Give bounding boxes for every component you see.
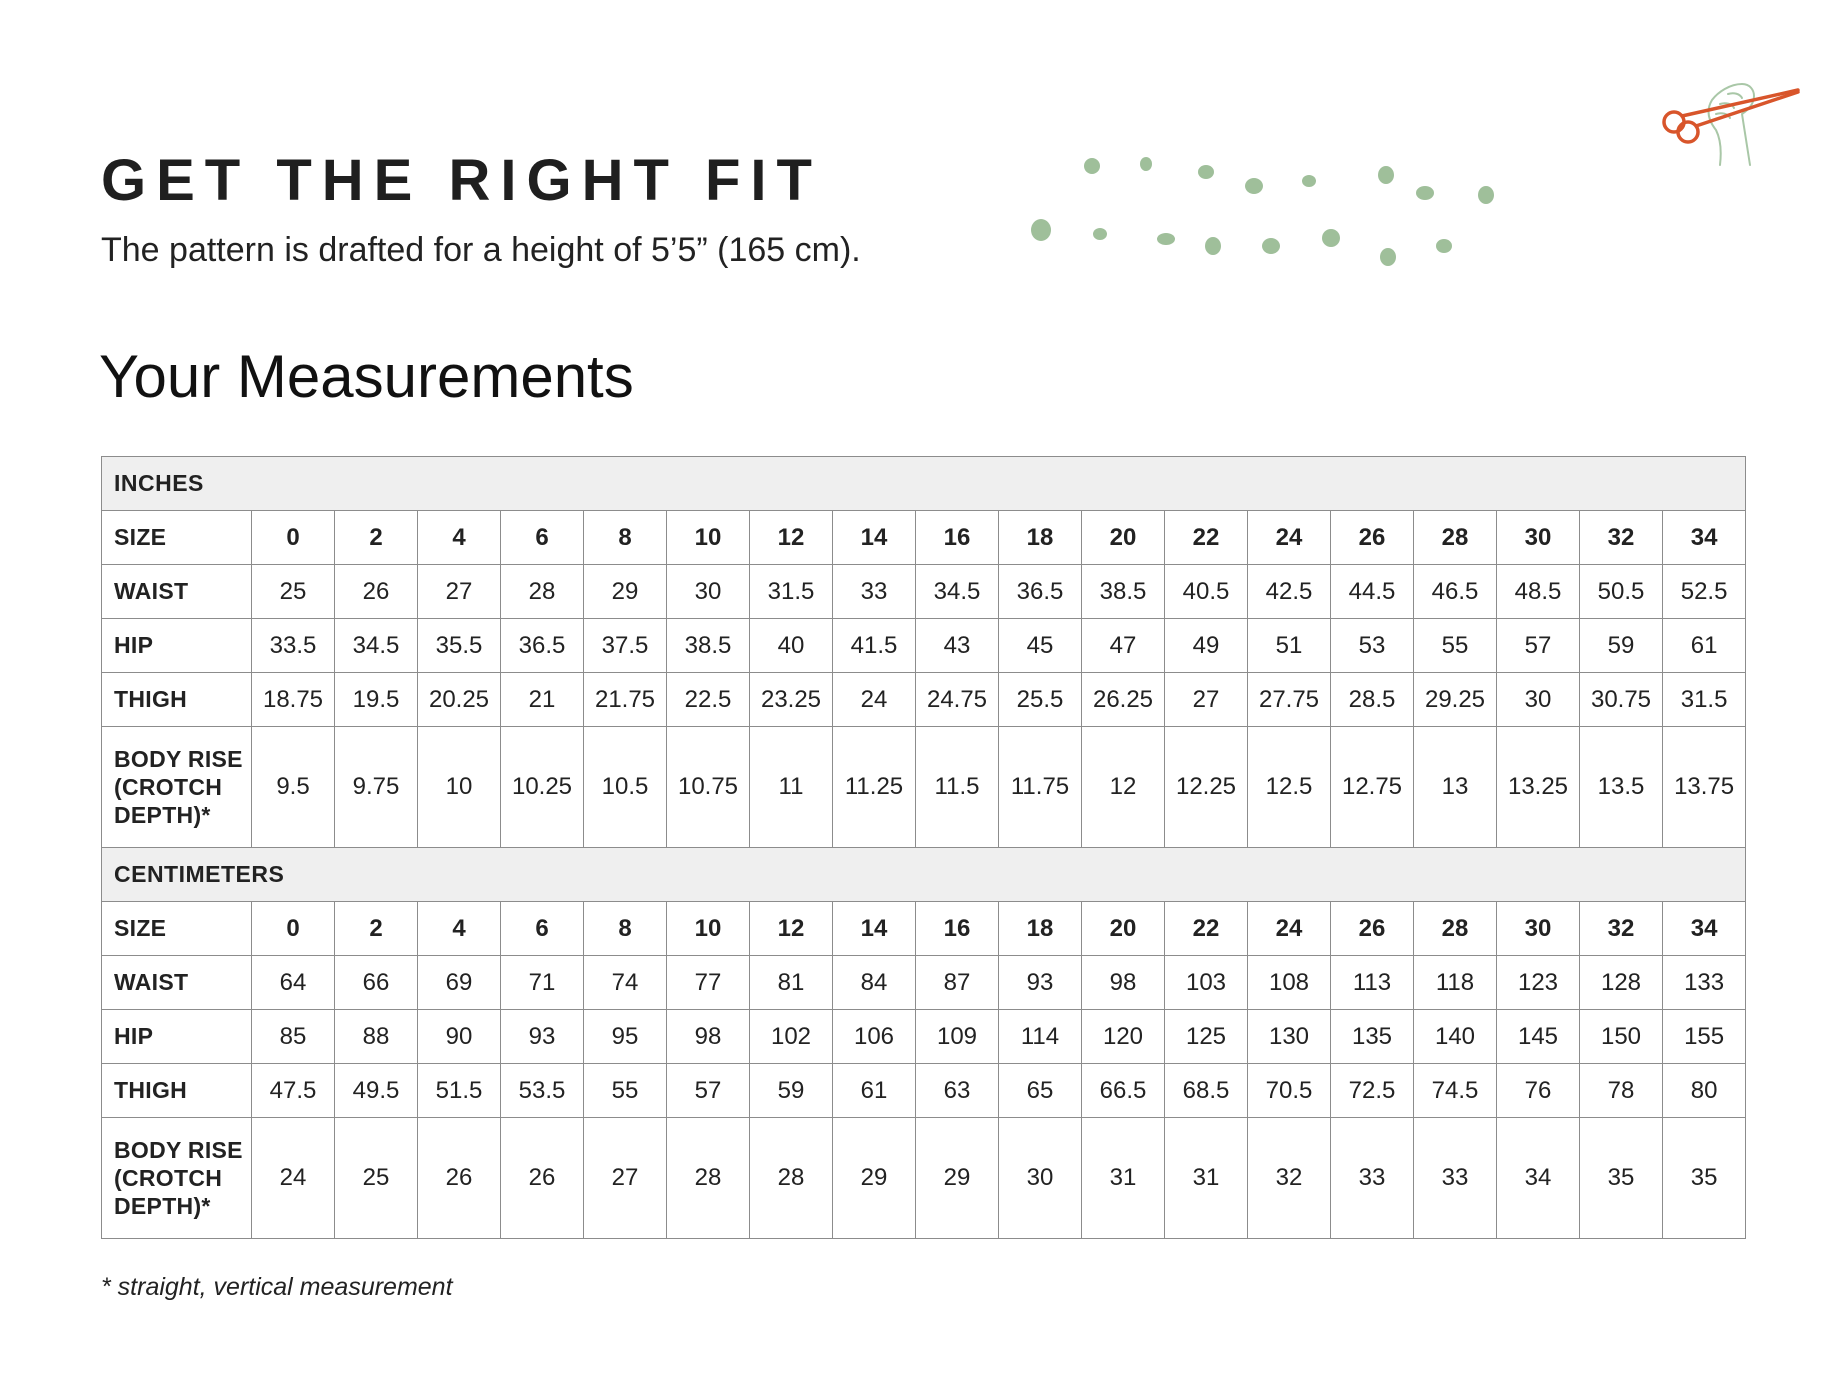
footnote: * straight, vertical measurement (101, 1273, 453, 1301)
table-cell: 34.5 (335, 619, 418, 673)
table-cell: 98 (1082, 956, 1165, 1010)
table-cell: 66.5 (1082, 1064, 1165, 1118)
table-cell: 36.5 (999, 565, 1082, 619)
table-cell: 35.5 (418, 619, 501, 673)
scissors-hand-icon (1650, 70, 1805, 170)
table-cell: 133 (1663, 956, 1746, 1010)
table-cell: 103 (1165, 956, 1248, 1010)
table-cell: 57 (1497, 619, 1580, 673)
table-cell: 66 (335, 956, 418, 1010)
size-header-cell: 24 (1248, 511, 1331, 565)
table-cell: 53 (1331, 619, 1414, 673)
table-cell: 13 (1414, 727, 1497, 848)
table-cell: 120 (1082, 1010, 1165, 1064)
size-header-cell: 28 (1414, 902, 1497, 956)
size-header-cell: 20 (1082, 902, 1165, 956)
table-cell: 24.75 (916, 673, 999, 727)
section-label: CENTIMETERS (102, 848, 1746, 902)
table-cell: 11.75 (999, 727, 1082, 848)
table-cell: 24 (833, 673, 916, 727)
table-cell: 27 (584, 1118, 667, 1239)
table-cell: 128 (1580, 956, 1663, 1010)
size-header-cell: 12 (750, 902, 833, 956)
row-label-line: DEPTH)* (114, 1193, 211, 1219)
table-cell: 13.75 (1663, 727, 1746, 848)
table-cell: 49.5 (335, 1064, 418, 1118)
table-row (102, 956, 1746, 1010)
table-row (102, 619, 1746, 673)
size-header-cell: 4 (418, 902, 501, 956)
table-cell: 35 (1663, 1118, 1746, 1239)
table-cell: 155 (1663, 1010, 1746, 1064)
row-label: SIZE (102, 511, 252, 565)
table-cell: 61 (833, 1064, 916, 1118)
table-cell: 63 (916, 1064, 999, 1118)
table-cell: 76 (1497, 1064, 1580, 1118)
size-header-cell: 8 (584, 902, 667, 956)
table-cell: 80 (1663, 1064, 1746, 1118)
table-cell: 33.5 (252, 619, 335, 673)
table-cell: 30.75 (1580, 673, 1663, 727)
decorative-dots (1020, 150, 1520, 270)
row-label: WAIST (102, 565, 252, 619)
size-header-cell: 2 (335, 902, 418, 956)
table-cell: 28 (667, 1118, 750, 1239)
table-cell: 30 (1497, 673, 1580, 727)
table-cell: 12.75 (1331, 727, 1414, 848)
table-cell: 123 (1497, 956, 1580, 1010)
table-cell: 10.5 (584, 727, 667, 848)
size-header-cell: 32 (1580, 511, 1663, 565)
section-label: INCHES (102, 457, 1746, 511)
table-cell: 29 (916, 1118, 999, 1239)
size-header-cell: 2 (335, 511, 418, 565)
table-cell: 34 (1497, 1118, 1580, 1239)
table-cell: 18.75 (252, 673, 335, 727)
table-cell: 13.25 (1497, 727, 1580, 848)
table-cell: 26 (418, 1118, 501, 1239)
size-header-cell: 0 (252, 511, 335, 565)
table-cell: 12.5 (1248, 727, 1331, 848)
table-cell: 51.5 (418, 1064, 501, 1118)
size-header-cell: 34 (1663, 511, 1746, 565)
table-cell: 125 (1165, 1010, 1248, 1064)
row-label-line: BODY RISE (114, 746, 243, 772)
table-cell: 25 (335, 1118, 418, 1239)
table-cell: 10.25 (501, 727, 584, 848)
size-header-cell: 16 (916, 902, 999, 956)
size-header-cell: 30 (1497, 902, 1580, 956)
table-cell: 24 (252, 1118, 335, 1239)
size-header-cell: 16 (916, 511, 999, 565)
table-row (102, 1118, 1746, 1239)
row-label-line: BODY RISE (114, 1137, 243, 1163)
table-cell: 65 (999, 1064, 1082, 1118)
table-cell: 51 (1248, 619, 1331, 673)
table-cell: 28 (501, 565, 584, 619)
table-row (102, 902, 1746, 956)
table-cell: 25.5 (999, 673, 1082, 727)
table-cell: 135 (1331, 1010, 1414, 1064)
table-cell: 9.5 (252, 727, 335, 848)
table-cell: 61 (1663, 619, 1746, 673)
size-header-cell: 6 (501, 511, 584, 565)
table-cell: 145 (1497, 1010, 1580, 1064)
size-header-cell: 22 (1165, 902, 1248, 956)
table-cell: 77 (667, 956, 750, 1010)
table-cell: 30 (667, 565, 750, 619)
table-cell: 32 (1248, 1118, 1331, 1239)
table-row (102, 1010, 1746, 1064)
row-label: THIGH (102, 1064, 252, 1118)
table-cell: 46.5 (1414, 565, 1497, 619)
size-header-cell: 8 (584, 511, 667, 565)
table-cell: 113 (1331, 956, 1414, 1010)
table-cell: 93 (501, 1010, 584, 1064)
size-header-cell: 10 (667, 511, 750, 565)
table-cell: 78 (1580, 1064, 1663, 1118)
size-header-cell: 32 (1580, 902, 1663, 956)
table-cell: 23.25 (750, 673, 833, 727)
table-cell: 40 (750, 619, 833, 673)
row-label: THIGH (102, 673, 252, 727)
table-cell: 108 (1248, 956, 1331, 1010)
table-cell: 31.5 (750, 565, 833, 619)
size-header-cell: 14 (833, 511, 916, 565)
table-cell: 22.5 (667, 673, 750, 727)
table-cell: 98 (667, 1010, 750, 1064)
table-cell: 29 (584, 565, 667, 619)
size-header-cell: 34 (1663, 902, 1746, 956)
table-cell: 40.5 (1165, 565, 1248, 619)
table-cell: 64 (252, 956, 335, 1010)
row-label: HIP (102, 619, 252, 673)
table-cell: 71 (501, 956, 584, 1010)
table-cell: 74.5 (1414, 1064, 1497, 1118)
table-row (102, 1064, 1746, 1118)
table-cell: 41.5 (833, 619, 916, 673)
table-cell: 20.25 (418, 673, 501, 727)
row-label-line: (CROTCH (114, 1165, 223, 1191)
table-cell: 55 (584, 1064, 667, 1118)
table-cell: 42.5 (1248, 565, 1331, 619)
table-cell: 102 (750, 1010, 833, 1064)
table-cell: 11.5 (916, 727, 999, 848)
table-cell: 38.5 (667, 619, 750, 673)
row-label (102, 727, 252, 848)
size-header-cell: 26 (1331, 511, 1414, 565)
table-row (102, 673, 1746, 727)
size-header-cell: 12 (750, 511, 833, 565)
table-cell: 55 (1414, 619, 1497, 673)
table-cell: 44.5 (1331, 565, 1414, 619)
table-cell: 130 (1248, 1010, 1331, 1064)
table-cell: 72.5 (1331, 1064, 1414, 1118)
table-cell: 59 (1580, 619, 1663, 673)
table-cell: 68.5 (1165, 1064, 1248, 1118)
table-cell: 45 (999, 619, 1082, 673)
table-cell: 38.5 (1082, 565, 1165, 619)
table-row (102, 727, 1746, 848)
table-cell: 9.75 (335, 727, 418, 848)
size-header-cell: 28 (1414, 511, 1497, 565)
table-cell: 31.5 (1663, 673, 1746, 727)
table-cell: 109 (916, 1010, 999, 1064)
table-cell: 84 (833, 956, 916, 1010)
measurements-table (101, 456, 1746, 1239)
table-cell: 150 (1580, 1010, 1663, 1064)
section-band-inches (102, 457, 1746, 511)
size-header-cell: 10 (667, 902, 750, 956)
table-cell: 140 (1414, 1010, 1497, 1064)
table-cell: 19.5 (335, 673, 418, 727)
table-cell: 12.25 (1165, 727, 1248, 848)
table-cell: 30 (999, 1118, 1082, 1239)
table-cell: 87 (916, 956, 999, 1010)
size-header-cell: 22 (1165, 511, 1248, 565)
table-cell: 118 (1414, 956, 1497, 1010)
table-row (102, 511, 1746, 565)
table-cell: 70.5 (1248, 1064, 1331, 1118)
table-cell: 90 (418, 1010, 501, 1064)
table-cell: 35 (1580, 1118, 1663, 1239)
table-cell: 114 (999, 1010, 1082, 1064)
table-cell: 48.5 (1497, 565, 1580, 619)
size-header-cell: 14 (833, 902, 916, 956)
table-cell: 10 (418, 727, 501, 848)
table-cell: 31 (1165, 1118, 1248, 1239)
table-cell: 29 (833, 1118, 916, 1239)
row-label (102, 1118, 252, 1239)
table-cell: 27 (418, 565, 501, 619)
table-cell: 21 (501, 673, 584, 727)
table-cell: 26 (335, 565, 418, 619)
table-cell: 34.5 (916, 565, 999, 619)
size-header-cell: 4 (418, 511, 501, 565)
table-cell: 37.5 (584, 619, 667, 673)
row-label: HIP (102, 1010, 252, 1064)
table-cell: 33 (1414, 1118, 1497, 1239)
table-cell: 27 (1165, 673, 1248, 727)
table-cell: 11 (750, 727, 833, 848)
table-cell: 95 (584, 1010, 667, 1064)
size-header-cell: 26 (1331, 902, 1414, 956)
size-header-cell: 0 (252, 902, 335, 956)
table-cell: 81 (750, 956, 833, 1010)
size-header-cell: 18 (999, 511, 1082, 565)
row-label: SIZE (102, 902, 252, 956)
table-cell: 26 (501, 1118, 584, 1239)
table-cell: 57 (667, 1064, 750, 1118)
page-subtitle: The pattern is drafted for a height of 5’5” (165 cm). (101, 231, 861, 269)
table-row (102, 565, 1746, 619)
row-label-line: (CROTCH (114, 774, 223, 800)
size-header-cell: 20 (1082, 511, 1165, 565)
table-cell: 59 (750, 1064, 833, 1118)
table-cell: 93 (999, 956, 1082, 1010)
table-cell: 26.25 (1082, 673, 1165, 727)
table-cell: 88 (335, 1010, 418, 1064)
table-cell: 33 (833, 565, 916, 619)
page-title: GET THE RIGHT FIT (101, 148, 822, 213)
table-cell: 85 (252, 1010, 335, 1064)
table-cell: 53.5 (501, 1064, 584, 1118)
table-cell: 25 (252, 565, 335, 619)
size-header-cell: 6 (501, 902, 584, 956)
table-cell: 21.75 (584, 673, 667, 727)
table-cell: 10.75 (667, 727, 750, 848)
table-cell: 11.25 (833, 727, 916, 848)
table-cell: 27.75 (1248, 673, 1331, 727)
table-cell: 43 (916, 619, 999, 673)
size-header-cell: 30 (1497, 511, 1580, 565)
table-cell: 74 (584, 956, 667, 1010)
table-cell: 12 (1082, 727, 1165, 848)
size-header-cell: 18 (999, 902, 1082, 956)
table-cell: 29.25 (1414, 673, 1497, 727)
row-label: WAIST (102, 956, 252, 1010)
table-cell: 49 (1165, 619, 1248, 673)
size-header-cell: 24 (1248, 902, 1331, 956)
table-cell: 28 (750, 1118, 833, 1239)
table-cell: 28.5 (1331, 673, 1414, 727)
table-cell: 47 (1082, 619, 1165, 673)
table-cell: 33 (1331, 1118, 1414, 1239)
table-cell: 106 (833, 1010, 916, 1064)
section-heading: Your Measurements (99, 343, 634, 410)
table-cell: 52.5 (1663, 565, 1746, 619)
table-cell: 31 (1082, 1118, 1165, 1239)
table-cell: 69 (418, 956, 501, 1010)
table-cell: 36.5 (501, 619, 584, 673)
table-cell: 47.5 (252, 1064, 335, 1118)
row-label-line: DEPTH)* (114, 802, 211, 828)
section-band-centimeters (102, 848, 1746, 902)
table-cell: 50.5 (1580, 565, 1663, 619)
table-cell: 13.5 (1580, 727, 1663, 848)
